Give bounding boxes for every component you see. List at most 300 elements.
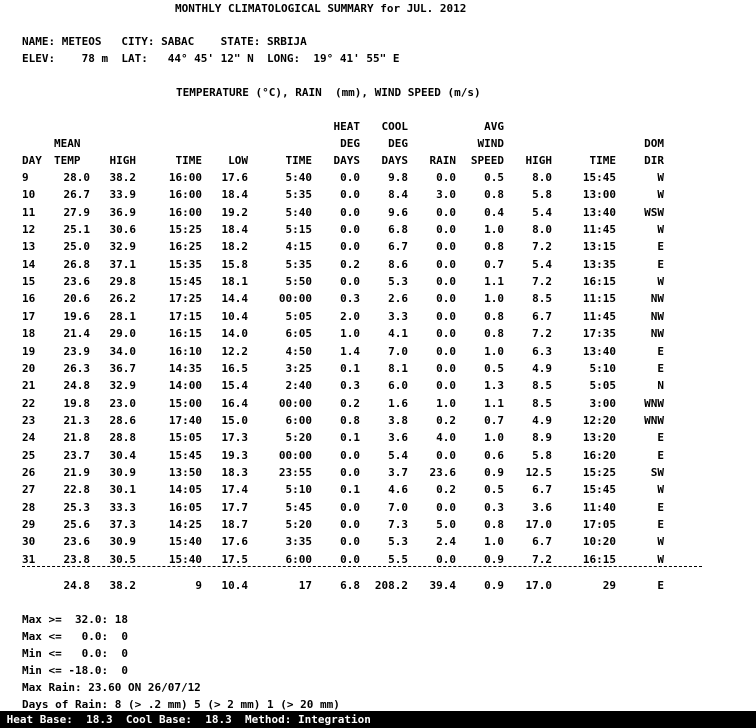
cell-cool-deg-days: 6.0 — [388, 379, 408, 392]
cell-low-time: 5:20 — [285, 431, 312, 444]
cell-dom-dir: W — [657, 223, 664, 236]
cell-cool-deg-days: 8.1 — [388, 362, 408, 375]
cell-high-time: 16:15 — [168, 327, 202, 340]
cell-low: 14.0 — [221, 327, 248, 340]
cell-wind-high: 7.2 — [532, 275, 552, 288]
cell-wind-time: 13:35 — [582, 258, 616, 271]
cell-low: 17.7 — [221, 501, 248, 514]
header-row-2 — [0, 135, 756, 152]
cell-cool-deg-days: 1.6 — [388, 397, 408, 410]
cell-wind-high: 6.3 — [532, 345, 552, 358]
cell-cool-deg-days: 6.7 — [388, 240, 408, 253]
cell-wind-time: 17:35 — [582, 327, 616, 340]
cell-high: 36.7 — [109, 362, 136, 375]
cell-cool-deg-days: 7.3 — [388, 518, 408, 531]
cell-day: 9 — [22, 171, 29, 184]
cell-heat-deg-days: DEG — [340, 137, 360, 150]
cell-wind-time: 11:40 — [582, 501, 616, 514]
summary-line: Max >= 32.0: 18 — [22, 613, 128, 626]
cell-dom-dir: W — [657, 188, 664, 201]
cell-mean-temp: 23.7 — [63, 449, 90, 462]
cell-cool-deg-days: 5.5 — [388, 553, 408, 566]
cell-rain: RAIN — [429, 154, 456, 167]
cell-day: 27 — [22, 483, 36, 496]
cell-rain: 0.0 — [436, 553, 456, 566]
cell-low-time: 5:35 — [285, 258, 312, 271]
cell-avg-wind-speed: AVG — [484, 120, 504, 133]
cell-day: 10 — [22, 188, 36, 201]
cell-rain: 0.0 — [436, 501, 456, 514]
table-row — [0, 343, 756, 360]
report-title: MONTHLY CLIMATOLOGICAL SUMMARY for JUL. 2012 — [175, 2, 467, 15]
cell-high-time: 16:00 — [168, 171, 202, 184]
table-row — [0, 429, 756, 446]
cell-dom-dir: W — [657, 535, 664, 548]
table-row — [0, 395, 756, 412]
cell-avg-wind-speed: 0.8 — [484, 188, 504, 201]
cell-low-time: 2:40 — [285, 379, 312, 392]
cell-high-time: 15:00 — [168, 397, 202, 410]
cell-wind-time: 15:45 — [582, 171, 616, 184]
cell-low: 18.4 — [221, 223, 248, 236]
cell-high: 30.4 — [109, 449, 136, 462]
table-row — [0, 204, 756, 221]
cell-high-time: 15:40 — [168, 553, 202, 566]
cell-rain: 0.0 — [436, 240, 456, 253]
summary-line: Days of Rain: 8 (> .2 mm) 5 (> 2 mm) 1 (> 20 mm) — [22, 698, 340, 711]
cell-day: 21 — [22, 379, 36, 392]
cell-high: 28.1 — [109, 310, 136, 323]
cell-cool-deg-days: 3.7 — [388, 466, 408, 479]
cell-low-time: 00:00 — [278, 449, 312, 462]
table-row — [0, 238, 756, 255]
cell-high: 32.9 — [109, 240, 136, 253]
table-row — [0, 325, 756, 342]
cell-avg-wind-speed: 0.3 — [484, 501, 504, 514]
cell-rain: 4.0 — [436, 431, 456, 444]
cell-mean-temp: 19.6 — [63, 310, 90, 323]
cell-wind-high: 7.2 — [532, 240, 552, 253]
cell-day: 16 — [22, 292, 36, 305]
cell-dom-dir: WSW — [644, 206, 664, 219]
table-row — [0, 273, 756, 290]
cell-high-time: 15:25 — [168, 223, 202, 236]
cell-low: 18.4 — [221, 188, 248, 201]
cell-mean-temp: 21.9 — [63, 466, 90, 479]
cell-wind-high: 8.0 — [532, 171, 552, 184]
cell-heat-deg-days: 0.0 — [340, 466, 360, 479]
cell-mean-temp: 23.9 — [63, 345, 90, 358]
cell-wind-high: 12.5 — [525, 466, 552, 479]
cell-high: 30.5 — [109, 553, 136, 566]
cell-high-time: TIME — [175, 154, 202, 167]
cell-day: 22 — [22, 397, 36, 410]
cell-high-time: 14:05 — [168, 483, 202, 496]
cell-heat-deg-days: 0.0 — [340, 275, 360, 288]
cell-low: 17.6 — [221, 171, 248, 184]
cell-high: 23.0 — [109, 397, 136, 410]
cell-low-time: 5:50 — [285, 275, 312, 288]
cell-mean-temp: 22.8 — [63, 483, 90, 496]
cell-high: 37.3 — [109, 518, 136, 531]
station-name-line: NAME: METEOS CITY: SABAC STATE: SRBIJA — [22, 35, 307, 48]
cell-low: 10.4 — [221, 310, 248, 323]
cell-rain: 5.0 — [436, 518, 456, 531]
cell-high: 26.2 — [109, 292, 136, 305]
cell-dom-dir: E — [657, 240, 664, 253]
cell-dom-dir: DOM — [644, 137, 664, 150]
cell-dom-dir: W — [657, 483, 664, 496]
cell-heat-deg-days: 0.8 — [340, 414, 360, 427]
cell-high: 36.9 — [109, 206, 136, 219]
cell-heat-deg-days: 0.0 — [340, 188, 360, 201]
cell-wind-time: 11:45 — [582, 310, 616, 323]
cell-low: 18.2 — [221, 240, 248, 253]
cell-wind-time: 13:40 — [582, 345, 616, 358]
cell-day: 12 — [22, 223, 36, 236]
cell-high-time: 14:35 — [168, 362, 202, 375]
cell-avg-wind-speed: 1.1 — [484, 275, 504, 288]
cell-dom-dir: E — [657, 518, 664, 531]
table-row — [0, 186, 756, 203]
cell-avg-wind-speed: 0.5 — [484, 483, 504, 496]
cell-low-time: 6:00 — [285, 553, 312, 566]
cell-high: 30.1 — [109, 483, 136, 496]
cell-mean-temp: 27.9 — [63, 206, 90, 219]
cell-high-time: 14:25 — [168, 518, 202, 531]
cell-rain: 23.6 — [429, 466, 456, 479]
cell-avg-wind-speed: 0.7 — [484, 414, 504, 427]
cell-wind-high: 6.7 — [532, 310, 552, 323]
cell-day: DAY — [22, 154, 42, 167]
cell-mean-temp: 25.1 — [63, 223, 90, 236]
cell-low-time: 5:45 — [285, 501, 312, 514]
cell-wind-high: 8.0 — [532, 223, 552, 236]
cell-cool-deg-days: 2.6 — [388, 292, 408, 305]
cell-dom-dir: WNW — [644, 414, 664, 427]
cell-avg-wind-speed: 0.8 — [484, 518, 504, 531]
summary-line: Max Rain: 23.60 ON 26/07/12 — [22, 681, 201, 694]
cell-low-time: 4:50 — [285, 345, 312, 358]
cell-high-time: 16:00 — [168, 206, 202, 219]
cell-day: 25 — [22, 449, 36, 462]
cell-day: 17 — [22, 310, 36, 323]
cell-low-time: 5:20 — [285, 518, 312, 531]
cell-wind-time: 10:20 — [582, 535, 616, 548]
cell-avg-wind-speed: SPEED — [470, 154, 504, 167]
cell-high-time: 17:25 — [168, 292, 202, 305]
cell-heat-deg-days: 0.2 — [340, 258, 360, 271]
cell-cool-deg-days: 8.6 — [388, 258, 408, 271]
cell-low-time: 00:00 — [278, 397, 312, 410]
cell-avg-wind-speed: 0.4 — [484, 206, 504, 219]
cell-avg-wind-speed: 0.7 — [484, 258, 504, 271]
cell-low: 15.0 — [221, 414, 248, 427]
station-elevation-line: ELEV: 78 m LAT: 44° 45' 12" N LONG: 19° 41' 55" E — [22, 52, 400, 65]
cell-low-time: 5:15 — [285, 223, 312, 236]
cell-high-time: 16:10 — [168, 345, 202, 358]
cell-low-time: 00:00 — [278, 292, 312, 305]
totals-row — [0, 577, 756, 594]
cell-cool-deg-days: COOL — [381, 120, 408, 133]
cell-avg-wind-speed: 0.8 — [484, 240, 504, 253]
cell-wind-high: 8.5 — [532, 292, 552, 305]
cell-high: 30.9 — [109, 535, 136, 548]
cell-cool-deg-days: 3.6 — [388, 431, 408, 444]
cell-cool-deg-days: DEG — [388, 137, 408, 150]
cell-avg-wind-speed: 0.9 — [484, 553, 504, 566]
cell-low-time: TIME — [285, 154, 312, 167]
cell-rain: 0.0 — [436, 223, 456, 236]
table-row — [0, 256, 756, 273]
cell-high: 29.0 — [109, 327, 136, 340]
cell-wind-time: 12:20 — [582, 414, 616, 427]
cell-rain: 0.2 — [436, 483, 456, 496]
cell-dom-dir: E — [657, 449, 664, 462]
cell-dom-dir: SW — [650, 466, 664, 479]
cell-wind-high: 8.9 — [532, 431, 552, 444]
cell-low-time: 5:40 — [285, 206, 312, 219]
cell-wind-time: 16:15 — [582, 553, 616, 566]
cell-day: 26 — [22, 466, 36, 479]
header-row-1 — [0, 118, 756, 135]
cell-day: 24 — [22, 431, 36, 444]
cell-day: 14 — [22, 258, 36, 271]
cell-mean-temp: 26.8 — [63, 258, 90, 271]
cell-high-time: 15:05 — [168, 431, 202, 444]
cell-mean-temp: TEMP — [54, 154, 81, 167]
cell-wind-time: 16:15 — [582, 275, 616, 288]
cell-low: 15.4 — [221, 379, 248, 392]
cell-low-time: 5:05 — [285, 310, 312, 323]
cell-rain: 0.0 — [436, 310, 456, 323]
cell-day: 31 — [22, 553, 36, 566]
cell-avg-wind-speed: 0.6 — [484, 449, 504, 462]
cell-mean-temp: 21.4 — [63, 327, 90, 340]
cell-dom-dir: NW — [650, 327, 664, 340]
cell-wind-high: 7.2 — [532, 327, 552, 340]
cell-cool-deg-days: 4.1 — [388, 327, 408, 340]
cell-low-time: 5:40 — [285, 171, 312, 184]
cell-day: 11 — [22, 206, 36, 219]
cell-cool-deg-days: 7.0 — [388, 501, 408, 514]
cell-heat-deg-days: DAYS — [333, 154, 360, 167]
cell-wind-high: 17.0 — [525, 518, 552, 531]
cell-day: 30 — [22, 535, 36, 548]
cell-wind-time: 15:25 — [582, 466, 616, 479]
cell-high: 28.6 — [109, 414, 136, 427]
cell-high-time: 13:50 — [168, 466, 202, 479]
cell-heat-deg-days: 0.0 — [340, 223, 360, 236]
cell-low-time: 6:05 — [285, 327, 312, 340]
cell-wind-time: 13:40 — [582, 206, 616, 219]
cell-rain: 0.0 — [436, 345, 456, 358]
cell-low: 18.1 — [221, 275, 248, 288]
cell-avg-wind-speed: WIND — [477, 137, 504, 150]
cell-avg-wind-speed: 1.0 — [484, 345, 504, 358]
cell-wind-time: 13:20 — [582, 431, 616, 444]
table-row — [0, 464, 756, 481]
cell-high: 34.0 — [109, 345, 136, 358]
cell-mean-temp: 23.6 — [63, 275, 90, 288]
cell-wind-high: 7.2 — [532, 553, 552, 566]
cell-avg-wind-speed: 1.0 — [484, 223, 504, 236]
cell-dom-dir: WNW — [644, 397, 664, 410]
cell-rain: 0.0 — [436, 292, 456, 305]
cell-low: 12.2 — [221, 345, 248, 358]
cell-rain: 0.0 — [436, 171, 456, 184]
cell-heat-deg-days: 2.0 — [340, 310, 360, 323]
cell-wind-time: TIME — [589, 154, 616, 167]
cell-high-time: 16:05 — [168, 501, 202, 514]
cell-day: 23 — [22, 414, 36, 427]
cell-wind-time: 29 — [602, 579, 616, 592]
cell-dom-dir: N — [657, 379, 664, 392]
cell-heat-deg-days: 0.0 — [340, 206, 360, 219]
cell-day: 18 — [22, 327, 36, 340]
cell-avg-wind-speed: 1.0 — [484, 292, 504, 305]
cell-heat-deg-days: 0.0 — [340, 240, 360, 253]
cell-low: 17.3 — [221, 431, 248, 444]
cell-wind-time: 11:45 — [582, 223, 616, 236]
cell-wind-time: 15:45 — [582, 483, 616, 496]
cell-low: LOW — [228, 154, 248, 167]
table-separator — [22, 566, 702, 567]
cell-day: 29 — [22, 518, 36, 531]
cell-rain: 0.0 — [436, 206, 456, 219]
cell-heat-deg-days: 0.0 — [340, 518, 360, 531]
cell-wind-high: 17.0 — [525, 579, 552, 592]
cell-wind-high: 8.5 — [532, 397, 552, 410]
cell-cool-deg-days: 7.0 — [388, 345, 408, 358]
table-row — [0, 447, 756, 464]
cell-avg-wind-speed: 0.5 — [484, 171, 504, 184]
cell-rain: 0.0 — [436, 327, 456, 340]
cell-low-time: 5:10 — [285, 483, 312, 496]
cell-mean-temp: 25.3 — [63, 501, 90, 514]
table-row — [0, 499, 756, 516]
cell-low-time: 23:55 — [278, 466, 312, 479]
cell-mean-temp: 21.3 — [63, 414, 90, 427]
cell-day: 19 — [22, 345, 36, 358]
cell-high: 29.8 — [109, 275, 136, 288]
cell-high-time: 14:00 — [168, 379, 202, 392]
cell-wind-high: 5.8 — [532, 449, 552, 462]
cell-heat-deg-days: 0.3 — [340, 292, 360, 305]
cell-cool-deg-days: DAYS — [381, 154, 408, 167]
cell-rain: 39.4 — [429, 579, 456, 592]
table-row — [0, 412, 756, 429]
cell-mean-temp: 21.8 — [63, 431, 90, 444]
cell-high-time: 16:25 — [168, 240, 202, 253]
cell-heat-deg-days: 1.4 — [340, 345, 360, 358]
cell-low: 17.6 — [221, 535, 248, 548]
table-row — [0, 516, 756, 533]
cell-avg-wind-speed: 0.5 — [484, 362, 504, 375]
cell-wind-high: 3.6 — [532, 501, 552, 514]
cell-wind-high: 5.8 — [532, 188, 552, 201]
cell-avg-wind-speed: 0.8 — [484, 327, 504, 340]
cell-dom-dir: E — [657, 501, 664, 514]
cell-wind-high: 8.5 — [532, 379, 552, 392]
cell-cool-deg-days: 9.6 — [388, 206, 408, 219]
cell-day: 13 — [22, 240, 36, 253]
cell-high: 37.1 — [109, 258, 136, 271]
cell-wind-high: 6.7 — [532, 483, 552, 496]
cell-avg-wind-speed: 1.3 — [484, 379, 504, 392]
cell-cool-deg-days: 4.6 — [388, 483, 408, 496]
cell-avg-wind-speed: 0.8 — [484, 310, 504, 323]
cell-wind-time: 5:10 — [589, 362, 616, 375]
cell-high-time: 15:45 — [168, 275, 202, 288]
cell-cool-deg-days: 208.2 — [374, 579, 408, 592]
cell-dom-dir: E — [657, 345, 664, 358]
cell-high-time: 15:40 — [168, 535, 202, 548]
cell-wind-high: HIGH — [525, 154, 552, 167]
cell-avg-wind-speed: 1.0 — [484, 431, 504, 444]
table-row — [0, 308, 756, 325]
cell-low-time: 4:15 — [285, 240, 312, 253]
cell-dom-dir: E — [657, 579, 664, 592]
cell-high: 33.3 — [109, 501, 136, 514]
cell-heat-deg-days: 0.1 — [340, 483, 360, 496]
cell-dom-dir: W — [657, 275, 664, 288]
cell-mean-temp: 24.8 — [63, 379, 90, 392]
summary-line: Min <= -18.0: 0 — [22, 664, 128, 677]
cell-rain: 0.0 — [436, 449, 456, 462]
cell-low-time: 3:35 — [285, 535, 312, 548]
cell-cool-deg-days: 3.8 — [388, 414, 408, 427]
cell-dom-dir: NW — [650, 292, 664, 305]
cell-wind-high: 4.9 — [532, 362, 552, 375]
cell-heat-deg-days: 0.0 — [340, 501, 360, 514]
cell-wind-time: 11:15 — [582, 292, 616, 305]
cell-wind-time: 16:20 — [582, 449, 616, 462]
cell-low-time: 6:00 — [285, 414, 312, 427]
table-row — [0, 533, 756, 550]
cell-wind-high: 6.7 — [532, 535, 552, 548]
cell-wind-time: 13:00 — [582, 188, 616, 201]
cell-mean-temp: 20.6 — [63, 292, 90, 305]
cell-high: 33.9 — [109, 188, 136, 201]
cell-wind-time: 5:05 — [589, 379, 616, 392]
cell-wind-time: 3:00 — [589, 397, 616, 410]
cell-low: 15.8 — [221, 258, 248, 271]
cell-day: 15 — [22, 275, 36, 288]
units-line: TEMPERATURE (°C), RAIN (mm), WIND SPEED (m/s) — [176, 86, 481, 99]
cell-rain: 0.0 — [436, 275, 456, 288]
cell-heat-deg-days: 0.3 — [340, 379, 360, 392]
cell-mean-temp: 24.8 — [63, 579, 90, 592]
cell-high: 28.8 — [109, 431, 136, 444]
cell-rain: 0.0 — [436, 258, 456, 271]
cell-dom-dir: NW — [650, 310, 664, 323]
cell-low: 18.7 — [221, 518, 248, 531]
cell-day: 28 — [22, 501, 36, 514]
cell-low: 17.4 — [221, 483, 248, 496]
cell-high: HIGH — [109, 154, 136, 167]
cell-heat-deg-days: 0.0 — [340, 449, 360, 462]
cell-low: 18.3 — [221, 466, 248, 479]
cell-low: 14.4 — [221, 292, 248, 305]
cell-wind-time: 17:05 — [582, 518, 616, 531]
table-row — [0, 169, 756, 186]
cell-mean-temp: 26.7 — [63, 188, 90, 201]
cell-low: 16.5 — [221, 362, 248, 375]
cell-low: 19.3 — [221, 449, 248, 462]
cell-heat-deg-days: 1.0 — [340, 327, 360, 340]
cell-cool-deg-days: 5.4 — [388, 449, 408, 462]
